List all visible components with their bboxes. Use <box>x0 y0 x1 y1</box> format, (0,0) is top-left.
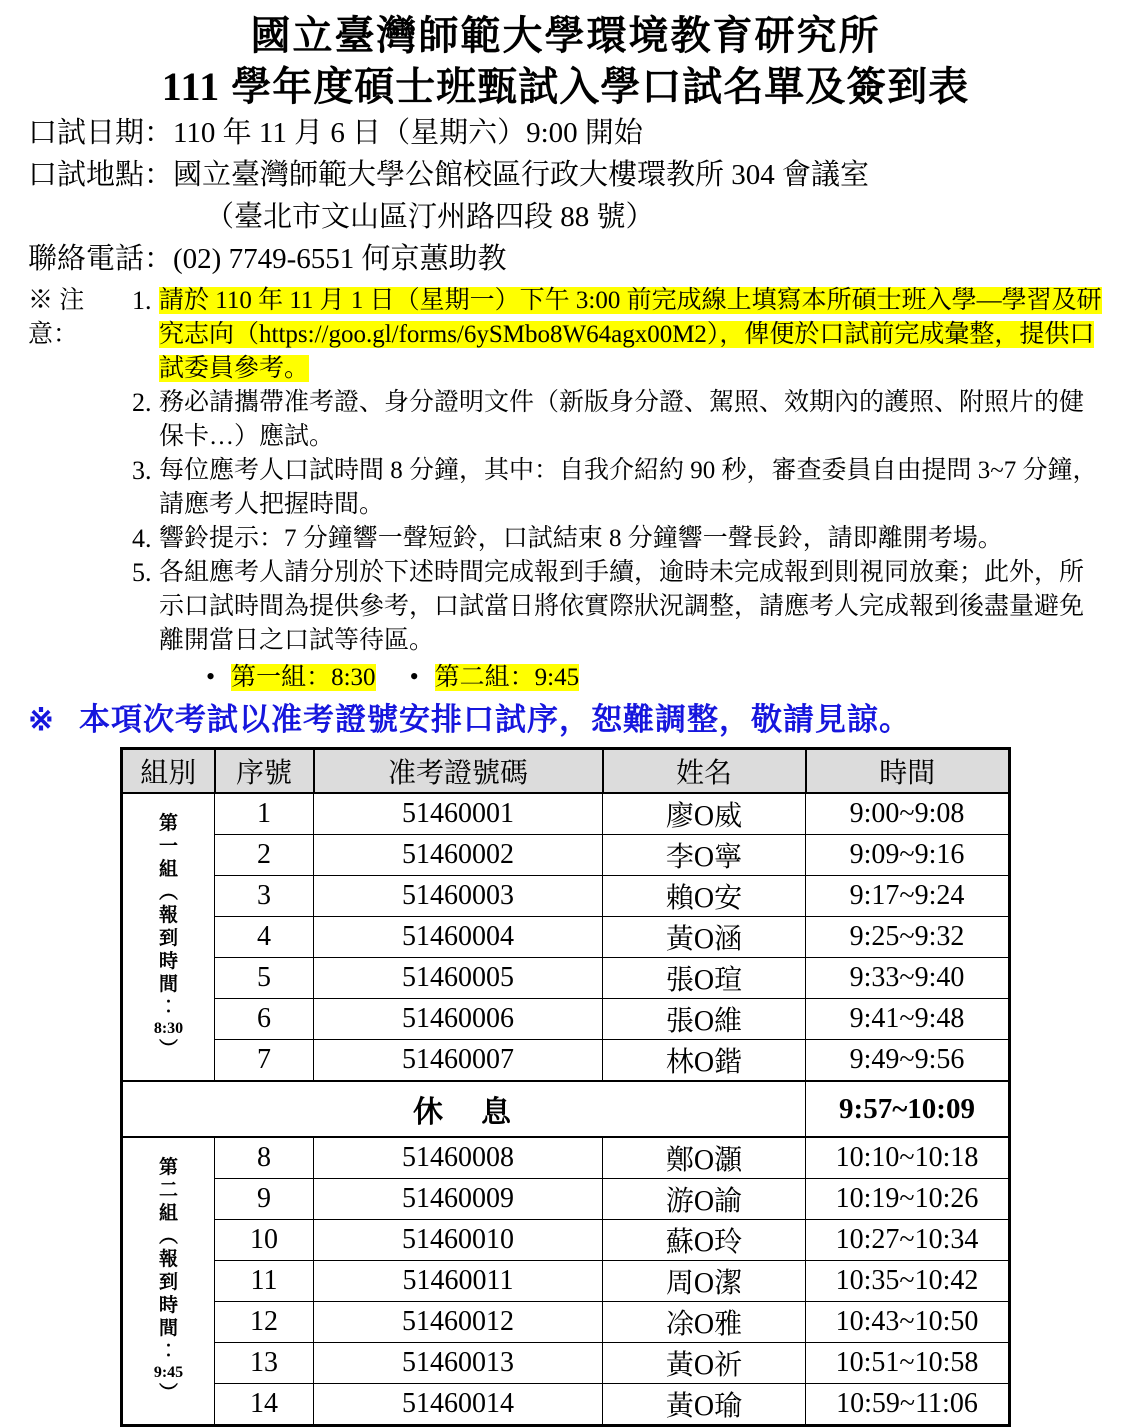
notice-item-text-wrap <box>159 284 1103 386</box>
notice-item-number: 5. <box>132 558 152 587</box>
cell-time: 9:41~9:48 <box>806 999 1010 1040</box>
bullet-icon: • <box>206 662 216 691</box>
cell-sequence: 14 <box>215 1384 314 1426</box>
table-row <box>122 1384 1010 1426</box>
cell-sequence: 4 <box>215 917 314 958</box>
table-row <box>122 1343 1010 1384</box>
checkin-times-row <box>206 660 1103 695</box>
group-1-rows <box>122 793 1010 1081</box>
break-label: 休 息 <box>122 1081 806 1137</box>
break-row <box>122 1081 1010 1137</box>
group1-checkin-time: 第一組：8:30 <box>231 664 376 691</box>
exam-location-line: 口試地點：國立臺灣師範大學公館校區行政大樓環教所 304 會議室 <box>28 159 870 191</box>
header-time: 時間 <box>806 749 1010 794</box>
notice-item-number: 4. <box>132 524 152 553</box>
notice-item-number: 3. <box>132 456 152 485</box>
table-row <box>122 1137 1010 1179</box>
cell-sequence: 13 <box>215 1343 314 1384</box>
table-row <box>122 1261 1010 1302</box>
cell-time: 10:59~11:06 <box>806 1384 1010 1426</box>
table-row <box>122 999 1010 1040</box>
break-time: 9:57~10:09 <box>806 1081 1010 1137</box>
cell-sequence: 2 <box>215 835 314 876</box>
header-sequence: 序號 <box>215 749 314 794</box>
group-1-vertical-label: 第 一 組 ︵ 報 到 時 間 ︰ 8:30 ︶ <box>153 812 184 1061</box>
cell-name: 張Ο瑄 <box>603 958 806 999</box>
cell-ticket-number: 51460009 <box>314 1179 603 1220</box>
cell-sequence: 12 <box>215 1302 314 1343</box>
table-row <box>122 835 1010 876</box>
cell-sequence: 7 <box>215 1040 314 1082</box>
exam-info-block <box>28 112 1103 280</box>
header-ticket-number: 准考證號碼 <box>314 749 603 794</box>
cell-ticket-number: 51460002 <box>314 835 603 876</box>
order-note-text: 本項次考試以准考證號安排口試序，恕難調整，敬請見諒。 <box>78 702 911 737</box>
cell-ticket-number: 51460005 <box>314 958 603 999</box>
notice-item-3 <box>28 454 1103 522</box>
notice-item-2 <box>28 386 1103 454</box>
cell-name: 黃Ο祈 <box>603 1343 806 1384</box>
contact-line: 聯絡電話：(02) 7749-6551 何京蕙助教 <box>28 243 507 275</box>
table-header-row <box>122 749 1010 794</box>
cell-time: 9:09~9:16 <box>806 835 1010 876</box>
cell-sequence: 3 <box>215 876 314 917</box>
cell-name: 李Ο寧 <box>603 835 806 876</box>
notice-prefix: ※ 注意： <box>28 287 85 348</box>
cell-sequence: 11 <box>215 1261 314 1302</box>
cell-sequence: 5 <box>215 958 314 999</box>
notice-item-number: 1. <box>132 286 152 315</box>
group-1-label <box>122 793 215 1081</box>
exam-order-note <box>28 701 1103 739</box>
cell-ticket-number: 51460003 <box>314 876 603 917</box>
notice-item-5 <box>28 556 1103 658</box>
group2-checkin-time: 第二組：9:45 <box>434 664 580 691</box>
exam-address-line: （臺北市文山區汀州路四段 88 號） <box>205 201 655 233</box>
table-row <box>122 1040 1010 1082</box>
table-row <box>122 876 1010 917</box>
cell-sequence: 1 <box>215 793 314 835</box>
table-row <box>122 958 1010 999</box>
cell-time: 10:51~10:58 <box>806 1343 1010 1384</box>
notice-item-text-highlighted: 請於 110 年 11 月 1 日（星期一）下午 3:00 前完成線上填寫本所碩士班入學—學習及研究志向（https://goo.gl/forms/6ySMbo8W64agx00M2），俾便於口試前完成彙整，提供口試委員參考。 <box>159 287 1102 382</box>
exam-date-line: 口試日期：110 年 11 月 6 日（星期六）9:00 開始 <box>28 117 643 149</box>
cell-time: 10:10~10:18 <box>806 1137 1010 1179</box>
table-row <box>122 917 1010 958</box>
cell-ticket-number: 51460014 <box>314 1384 603 1426</box>
cell-time: 10:43~10:50 <box>806 1302 1010 1343</box>
cell-sequence: 8 <box>215 1137 314 1179</box>
table-row <box>122 1179 1010 1220</box>
table-row <box>122 1220 1010 1261</box>
cell-name: 廖Ο威 <box>603 793 806 835</box>
cell-name: 蘇Ο玲 <box>603 1220 806 1261</box>
cell-ticket-number: 51460008 <box>314 1137 603 1179</box>
notice-item-number: 2. <box>132 388 152 417</box>
notice-item-1 <box>28 284 1103 386</box>
notice-section <box>28 284 1103 695</box>
notice-item-text: 響鈴提示：7 分鐘響一聲短鈴，口試結束 8 分鐘響一聲長鈴，請即離開考場。 <box>159 525 1003 552</box>
notice-item-4 <box>28 522 1103 556</box>
cell-time: 9:49~9:56 <box>806 1040 1010 1082</box>
notice-item-text: 各組應考人請分別於下述時間完成報到手續，逾時未完成報到則視同放棄；此外，所示口試時間為提供參考，口試當日將依實際狀況調整，請應考人完成報到後盡量避免離開當日之口試等待區。 <box>159 559 1085 654</box>
notice-item-text: 每位應考人口試時間 8 分鐘，其中：自我介紹約 90 秒，審查委員自由提問 3~7 分鐘，請應考人把握時間。 <box>159 457 1098 518</box>
group-2-label <box>122 1137 215 1426</box>
cell-ticket-number: 51460004 <box>314 917 603 958</box>
group-2-vertical-label: 第 二 組 ︵ 報 到 時 間 ︰ 9:45 ︶ <box>153 1156 184 1405</box>
order-note-marker: ※ <box>28 702 55 737</box>
header-group: 組別 <box>122 749 215 794</box>
cell-ticket-number: 51460011 <box>314 1261 603 1302</box>
cell-time: 9:25~9:32 <box>806 917 1010 958</box>
cell-name: 凃Ο雅 <box>603 1302 806 1343</box>
header-name: 姓名 <box>603 749 806 794</box>
cell-sequence: 10 <box>215 1220 314 1261</box>
notice-item-text: 務必請攜帶准考證、身分證明文件（新版身分證、駕照、效期內的護照、附照片的健保卡…）應試。 <box>159 389 1085 450</box>
cell-name: 游Ο諭 <box>603 1179 806 1220</box>
cell-ticket-number: 51460006 <box>314 999 603 1040</box>
cell-time: 9:17~9:24 <box>806 876 1010 917</box>
cell-name: 林Ο鍇 <box>603 1040 806 1082</box>
cell-ticket-number: 51460010 <box>314 1220 603 1261</box>
group-2-rows <box>122 1137 1010 1426</box>
page-title: 國立臺灣師範大學環境教育研究所 <box>250 13 881 58</box>
cell-sequence: 6 <box>215 999 314 1040</box>
cell-time: 9:00~9:08 <box>806 793 1010 835</box>
cell-time: 10:19~10:26 <box>806 1179 1010 1220</box>
cell-ticket-number: 51460007 <box>314 1040 603 1082</box>
cell-name: 黃Ο涵 <box>603 917 806 958</box>
table-row <box>122 793 1010 835</box>
bullet-icon: • <box>409 662 419 691</box>
cell-time: 9:33~9:40 <box>806 958 1010 999</box>
cell-name: 鄭Ο灝 <box>603 1137 806 1179</box>
cell-name: 周Ο潔 <box>603 1261 806 1302</box>
interview-schedule-table <box>120 747 1011 1427</box>
cell-name: 賴Ο安 <box>603 876 806 917</box>
table-row <box>122 1302 1010 1343</box>
cell-name: 黃Ο瑜 <box>603 1384 806 1426</box>
cell-ticket-number: 51460012 <box>314 1302 603 1343</box>
cell-time: 10:27~10:34 <box>806 1220 1010 1261</box>
cell-sequence: 9 <box>215 1179 314 1220</box>
cell-name: 張Ο維 <box>603 999 806 1040</box>
cell-ticket-number: 51460001 <box>314 793 603 835</box>
page-subtitle: 111 學年度碩士班甄試入學口試名單及簽到表 <box>161 64 970 109</box>
cell-time: 10:35~10:42 <box>806 1261 1010 1302</box>
cell-ticket-number: 51460013 <box>314 1343 603 1384</box>
